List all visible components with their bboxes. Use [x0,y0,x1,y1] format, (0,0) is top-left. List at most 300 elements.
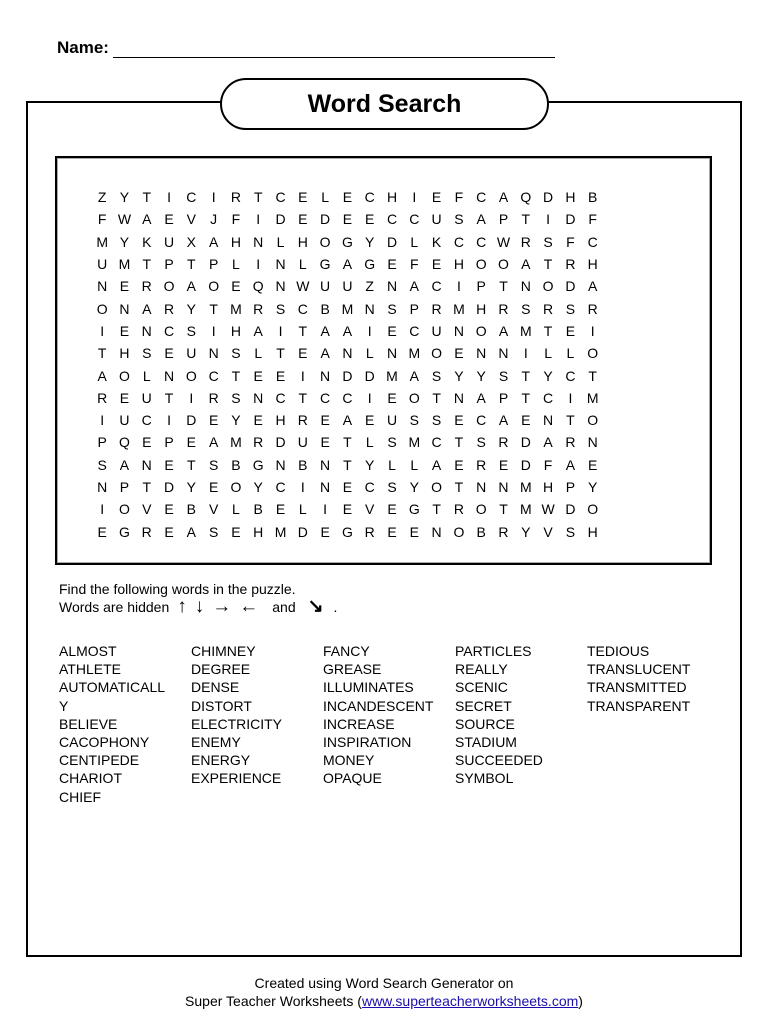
grid-row [91,186,604,208]
instructions-line-1: Find the following words in the puzzle. [59,581,296,597]
grid-letter: A [521,256,531,273]
grid-letter: O [475,501,487,518]
grid-letter: U [431,211,442,228]
grid-letter: E [342,501,353,518]
grid-letter: O [498,256,509,273]
grid-letter: T [543,256,553,273]
grid-letter: D [163,479,175,495]
grid-letter: Y [119,233,130,250]
grid-letter: R [97,389,108,406]
grid-letter: P [476,278,486,295]
grid-letter: A [342,412,353,429]
grid-letter: M [386,367,398,384]
grid-letter: B [231,456,241,473]
grid-letter: G [341,523,353,540]
word-item: DENSE [191,679,240,696]
grid-letter: M [519,322,532,339]
grid-letter: A [409,278,419,295]
arrow-left-icon: ← [239,596,259,617]
grid-letter: E [298,211,308,228]
grid-letter: T [343,434,352,451]
grid-letter: M [274,523,287,540]
worksheets-link[interactable]: www.superteacherworksheets.com [361,993,579,1009]
grid-letter: E [186,434,196,451]
grid-letter: L [388,456,396,473]
grid-letter: S [543,233,553,250]
grid-letter: S [97,456,107,473]
grid-letter: F [410,256,419,273]
word-item: CHIMNEY [191,643,256,659]
word-item: ALMOST [59,643,117,659]
grid-letter: P [409,300,419,317]
instructions [59,580,337,616]
grid-letter: M [453,300,465,317]
grid-letter: E [164,523,174,540]
grid-letter: I [546,211,551,228]
grid-letter: O [208,278,220,295]
grid-row [91,498,604,520]
grid-letter: T [432,389,441,406]
grid-letter: C [565,367,576,384]
grid-letter: O [475,256,487,273]
grid-letter: E [454,345,464,362]
grid-letter: S [521,300,531,317]
grid-letter: T [142,479,152,495]
grid-letter: D [520,434,531,451]
word-item: SYMBOL [455,770,514,787]
grid-letter: T [276,345,285,362]
grid-row [91,387,604,409]
grid-letter: R [498,434,509,451]
grid-letter: E [119,278,130,295]
grid-letter: C [364,479,375,495]
grid-letter: E [387,501,397,518]
grid-letter: R [453,501,464,518]
grid-letter: E [431,256,442,273]
grid-letter: B [588,189,598,206]
grid-letter: L [276,233,285,250]
grid-letter: E [409,523,419,540]
grid-letter: N [119,300,130,317]
word-item: CENTIPEDE [59,752,140,769]
grid-letter: S [142,345,152,362]
letter-grid [91,186,604,543]
grid-letter: I [456,278,461,295]
grid-letter: E [521,412,531,429]
grid-letter: L [321,189,330,206]
grid-letter: S [498,367,509,384]
grid-letter: U [320,278,331,295]
grid-letter: F [231,211,241,228]
grid-letter: M [230,300,242,317]
grid-letter: E [365,211,375,228]
grid-row [91,476,604,498]
grid-letter: Y [409,479,419,495]
grid-letter: Y [543,367,553,384]
grid-letter: T [298,389,308,406]
grid-letter: F [97,211,107,228]
period: . [333,599,338,615]
grid-letter: O [96,300,108,317]
grid-row [91,364,604,386]
word-item: ENEMY [191,734,241,751]
grid-letter: S [565,523,576,540]
grid-letter: E [275,501,286,518]
grid-letter: O [587,412,599,429]
grid-letter: A [431,456,442,473]
grid-letter: E [164,211,174,228]
grid-letter: N [520,278,531,295]
grid-letter: A [142,300,152,317]
grid-letter: E [298,189,308,206]
word-list [59,642,719,806]
grid-letter: X [186,233,196,250]
grid-letter: R [163,300,175,317]
grid-letter: D [320,211,331,228]
grid-letter: R [431,300,442,317]
grid-letter: J [210,211,218,228]
grid-letter: A [186,278,196,295]
grid-letter: E [231,278,241,295]
grid-letter: M [96,233,108,250]
grid-letter: U [297,434,308,451]
grid-letter: E [320,523,330,540]
grid-letter: L [410,456,419,473]
grid-letter: D [297,523,308,540]
grid-letter: R [253,434,264,451]
grid-row [91,454,604,476]
grid-letter: A [476,211,486,228]
grid-letter: I [256,211,261,228]
grid-letter: O [431,345,443,362]
frame-top-border-right [548,101,742,103]
grid-letter: O [230,479,242,495]
grid-letter: C [275,389,286,406]
word-item: TEDIOUS [587,643,650,659]
grid-letter: H [587,256,598,273]
grid-letter: N [320,367,331,384]
grid-letter: C [453,233,464,250]
grid-letter: C [386,211,398,228]
footer [0,974,768,1010]
grid-letter: N [498,479,509,495]
grid-letter: E [97,523,107,540]
grid-letter: E [454,412,464,429]
arrow-diagonal-icon: ↘ [307,596,324,617]
word-item: AUTOMATICALL [59,679,166,696]
grid-letter: N [342,345,353,362]
word-item: SUCCEEDED [455,752,543,769]
grid-letter: I [100,501,105,518]
word-item: ENERGY [191,752,251,769]
word-item: SOURCE [455,715,515,732]
grid-letter: I [323,501,328,518]
grid-letter: N [587,434,598,451]
grid-letter: D [565,501,576,518]
word-item: OPAQUE [323,770,382,787]
grid-letter: Y [365,456,375,473]
grid-letter: K [431,233,442,250]
grid-letter: B [320,300,330,317]
grid-letter: N [476,345,487,362]
grid-letter: Y [365,233,375,250]
word-item: ELECTRICITY [191,715,283,732]
grid-letter: N [275,456,286,473]
grid-letter: C [208,367,219,384]
grid-letter: N [386,345,398,362]
grid-row [91,253,604,275]
grid-letter: T [454,479,464,495]
and-label: and [272,599,296,615]
grid-letter: P [164,434,174,451]
grid-letter: I [211,322,216,339]
grid-letter: R [364,523,375,540]
grid-letter: M [586,389,599,406]
grid-letter: I [590,322,595,339]
grid-letter: V [208,501,219,518]
grid-letter: I [167,412,171,429]
word-column [587,642,719,806]
grid-letter: U [163,233,175,250]
grid-letter: H [275,412,286,429]
grid-letter: B [186,501,196,518]
grid-letter: N [431,523,442,540]
grid-letter: S [275,300,286,317]
grid-letter: A [498,189,509,206]
grid-letter: R [253,300,264,317]
word-item: EXPERIENCE [191,770,282,787]
grid-letter: A [253,322,263,339]
grid-letter: V [365,501,375,518]
grid-letter: R [297,412,308,429]
word-item: FANCY [323,643,370,659]
grid-letter: E [275,367,286,384]
grid-letter: L [232,501,240,518]
grid-letter: E [164,345,174,362]
grid-letter: E [431,189,442,206]
grid-letter: N [141,456,152,473]
grid-letter: C [320,389,331,406]
grid-letter: C [163,322,175,339]
directions-row [59,598,337,616]
word-item: INCREASE [323,715,395,732]
grid-letter: A [186,523,196,540]
name-field-row [57,38,555,58]
grid-letter: N [97,479,108,495]
grid-letter: R [565,434,576,451]
grid-letter: D [275,211,286,228]
grid-letter: E [387,256,397,273]
grid-letter: U [431,322,442,339]
grid-letter: E [498,456,509,473]
grid-letter: A [142,211,152,228]
grid-letter: Y [231,412,241,429]
grid-letter: T [454,434,464,451]
grid-letter: Y [588,479,598,495]
grid-letter: G [252,456,264,473]
word-column [59,642,191,806]
grid-letter: R [230,189,241,206]
grid-letter: E [119,389,130,406]
grid-letter: I [189,389,194,406]
grid-letter: H [230,233,241,250]
word-item: SCENIC [455,679,508,696]
grid-letter: R [587,300,598,317]
word-item: TRANSLUCENT [587,661,691,678]
grid-letter: S [208,456,219,473]
grid-letter: V [186,211,196,228]
grid-letter: R [476,456,487,473]
grid-letter: L [365,434,374,451]
grid-letter: T [187,256,196,273]
grid-letter: A [543,434,553,451]
grid-letter: N [97,278,108,295]
grid-letter: N [498,345,509,362]
grid-letter: W [541,501,555,518]
word-item: DEGREE [191,661,251,678]
word-item: CACOPHONY [59,734,150,751]
grid-letter: H [119,345,130,362]
grid-letter: B [476,523,486,540]
grid-letter: S [476,434,486,451]
grid-letter: U [119,412,130,429]
grid-letter: S [186,322,196,339]
arrow-up-icon: ↑ [177,596,187,617]
grid-letter: E [253,367,263,384]
grid-letter: W [296,278,310,295]
grid-letter: R [208,389,219,406]
word-item: TRANSMITTED [587,679,687,696]
grid-letter: T [253,189,263,206]
grid-letter: C [431,278,442,295]
grid-letter: T [209,300,218,317]
grid-letter: D [565,211,576,228]
word-item: DISTORT [191,697,252,714]
grid-row [91,342,604,364]
grid-letter: E [320,412,330,429]
grid-letter: S [387,479,397,495]
grid-letter: O [163,278,175,295]
footer-prefix: Super Teacher Worksheets ( [185,993,362,1009]
word-column [455,642,587,806]
footer-suffix: ) [578,993,583,1009]
grid-letter: R [565,256,576,273]
grid-letter: S [565,300,576,317]
grid-letter: O [119,501,130,518]
grid-letter: Y [476,367,486,384]
grid-letter: A [342,256,353,273]
grid-letter: T [521,389,531,406]
grid-letter: L [544,345,552,362]
grid-letter: I [367,389,372,406]
grid-letter: Z [97,189,107,206]
grid-letter: N [453,322,464,339]
grid-letter: S [431,412,442,429]
grid-letter: C [476,189,487,206]
grid-letter: C [364,189,375,206]
grid-letter: I [300,367,305,384]
title-banner [220,78,549,130]
grid-letter: T [97,345,107,362]
grid-letter: O [119,367,130,384]
grid-letter: E [320,434,330,451]
grid-letter: I [568,389,573,406]
grid-row [91,431,604,453]
grid-letter: U [97,256,108,273]
grid-letter: C [275,189,286,206]
grid-letter: H [253,523,264,540]
grid-letter: A [588,278,598,295]
grid-letter: U [342,278,353,295]
grid-letter: G [341,233,353,250]
grid-row [91,297,604,319]
grid-letter: H [453,256,464,273]
grid-letter: M [230,434,242,451]
grid-letter: M [408,345,421,362]
grid-letter: E [231,523,241,540]
grid-letter: T [499,278,508,295]
grid-letter: D [186,412,197,429]
word-item: INCANDESCENT [323,697,434,714]
grid-letter: T [521,211,531,228]
grid-letter: P [498,211,509,228]
grid-letter: S [387,300,397,317]
name-label: Name: [57,38,109,57]
grid-letter: O [431,479,443,495]
grid-letter: L [410,233,419,250]
grid-letter: A [476,389,486,406]
word-item: BELIEVE [59,715,118,732]
grid-letter: A [97,367,107,384]
grid-letter: M [341,300,354,317]
grid-letter: U [186,345,197,362]
grid-letter: I [412,189,417,206]
grid-letter: I [367,322,372,339]
grid-letter: A [409,367,419,384]
word-item: REALLY [455,661,508,678]
grid-letter: R [520,233,531,250]
grid-letter: N [253,389,264,406]
grid-letter: F [566,233,575,250]
grid-letter: K [142,233,152,250]
grid-letter: T [588,367,597,384]
grid-letter: C [431,434,442,451]
grid-letter: C [476,412,487,429]
name-blank-line [113,41,555,58]
grid-letter: T [142,256,152,273]
grid-letter: O [587,345,599,362]
grid-letter: O [185,367,197,384]
grid-letter: G [119,523,130,540]
grid-row [91,520,604,542]
grid-letter: P [565,479,576,495]
grid-letter: I [100,322,105,339]
grid-letter: N [208,345,219,362]
grid-letter: O [542,278,554,295]
grid-letter: L [298,501,307,518]
word-item: TRANSPARENT [587,697,691,714]
word-item: GREASE [323,661,382,678]
grid-letter: D [386,233,398,250]
grid-letter: I [278,322,283,339]
grid-letter: A [498,322,509,339]
grid-letter: F [543,456,553,473]
word-item: SECRET [455,697,512,714]
grid-letter: P [97,434,107,451]
footer-line-2 [0,992,768,1010]
grid-letter: A [119,456,130,473]
grid-letter: Z [365,278,374,295]
